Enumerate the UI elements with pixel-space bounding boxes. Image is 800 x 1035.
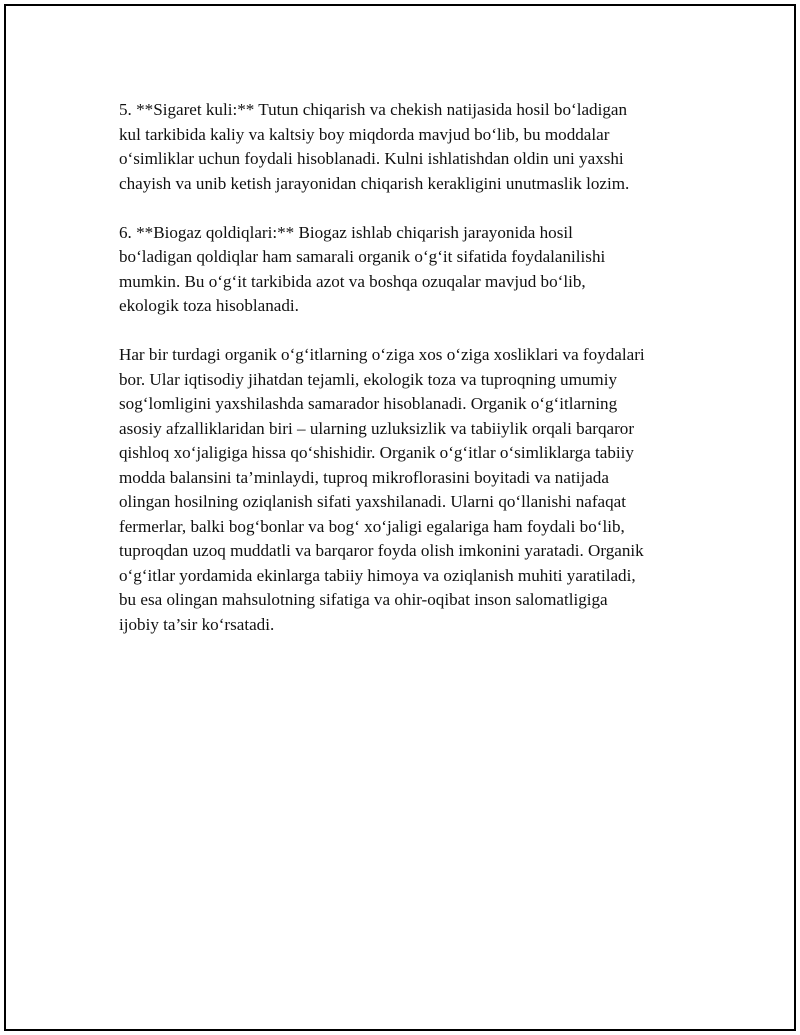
- text-line: modda balansini ta’minlaydi, tuproq mikroflorasini boyitadi va natijada: [119, 467, 609, 487]
- text-line: o‘g‘itlar yordamida ekinlarga tabiiy himoya va oziqlanish muhiti yaratiladi,: [119, 565, 636, 585]
- text-line: bu esa olingan mahsulotning sifatiga va ohir-oqibat inson salomatligiga: [119, 590, 608, 609]
- text-line: bor. Ular iqtisodiy jihatdan tejamli, ekologik toza va tuproqning umumiy: [119, 369, 618, 389]
- text-line: qishloq xo‘jaligiga hissa qo‘shishidir. Organik o‘g‘itlar o‘simliklarga tabiiy: [119, 443, 634, 462]
- paragraph-summary: [119, 343, 694, 637]
- text-line: 6. **Biogaz qoldiqlari:** Biogaz ishlab chiqarish jarayonida hosil: [119, 222, 573, 242]
- text-line: tuproqdan uzoq muddatli va barqaror foyda olish imkonini yaratadi. Organik: [119, 541, 644, 560]
- text-line: o‘simliklar uchun foydali hisoblanadi. Kulni ishlatishdan oldin uni yaxshi: [119, 149, 624, 168]
- text-line: ekologik toza hisoblanadi.: [119, 296, 299, 315]
- paragraph-biogaz-qoldiqlari: [119, 221, 694, 319]
- text-line: ijobiy ta’sir ko‘rsatadi.: [119, 614, 275, 634]
- document-body: [119, 98, 694, 662]
- paragraph-sigaret-kuli: [119, 98, 694, 196]
- text-line: asosiy afzalliklaridan biri – ularning uzluksizlik va tabiiylik orqali barqaror: [119, 418, 635, 438]
- text-line: fermerlar, balki bog‘bonlar va bog‘ xo‘jaligi egalariga ham foydali bo‘lib,: [119, 516, 625, 536]
- text-line: sog‘lomligini yaxshilashda samarador hisoblanadi. Organik o‘g‘itlarning: [119, 394, 618, 413]
- text-line: Har bir turdagi organik o‘g‘itlarning o‘ziga xos o‘ziga xosliklari va foydalari: [119, 345, 645, 364]
- text-line: 5. **Sigaret kuli:** Tutun chiqarish va chekish natijasida hosil bo‘ladigan: [119, 100, 628, 119]
- text-line: bo‘ladigan qoldiqlar ham samarali organik o‘g‘it sifatida foydalanilishi: [119, 247, 606, 266]
- text-line: mumkin. Bu o‘g‘it tarkibida azot va boshqa ozuqalar mavjud bo‘lib,: [119, 271, 586, 291]
- text-line: olingan hosilning oziqlanish sifati yaxshilanadi. Ularni qo‘llanishi nafaqat: [119, 492, 627, 511]
- document-page: [4, 4, 796, 1031]
- text-line: chayish va unib ketish jarayonidan chiqarish kerakligini unutmaslik lozim.: [119, 173, 630, 193]
- text-line: kul tarkibida kaliy va kaltsiy boy miqdorda mavjud bo‘lib, bu moddalar: [119, 124, 610, 144]
